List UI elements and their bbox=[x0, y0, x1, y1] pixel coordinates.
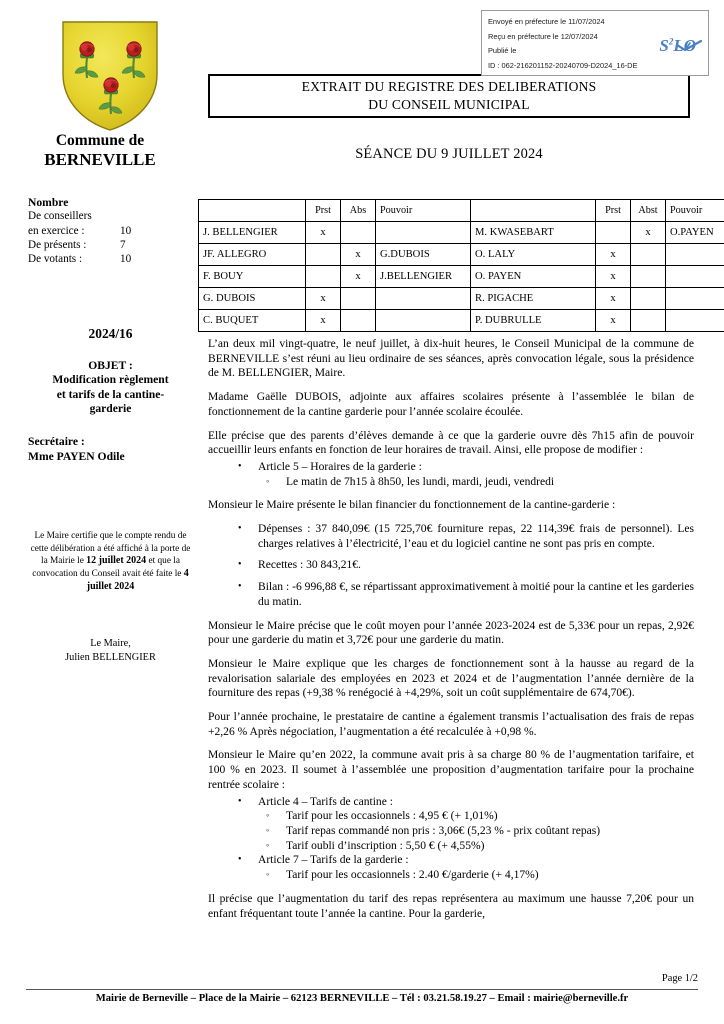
tarif-occasionnels-garderie: Tarif pour les occasionnels : 2.40 €/garderie (+ 4,17%) bbox=[286, 869, 539, 882]
list-article5 bbox=[208, 460, 694, 489]
article5-title: Article 5 – Horaires de la garderie : bbox=[258, 460, 422, 473]
list-tariffs bbox=[208, 795, 694, 883]
nombre-subheading: De conseillers bbox=[28, 210, 92, 222]
deliberation-body bbox=[208, 337, 694, 930]
secretary-label: Secrétaire : bbox=[28, 434, 85, 448]
list-item bbox=[258, 868, 694, 883]
bullet-icon: • bbox=[238, 795, 242, 807]
header-name-left bbox=[199, 200, 306, 222]
commune-name-block bbox=[0, 131, 200, 169]
councillor-pouvoir-left bbox=[376, 288, 471, 310]
councillor-prst-left bbox=[306, 266, 341, 288]
balance-item: Bilan : -6 996,88 €, se répartissant approximativement à moitié pour la cantine et les garderies du matin. bbox=[258, 581, 694, 608]
commune-label: Commune de bbox=[55, 132, 145, 149]
header-prst-right: Prst bbox=[596, 200, 631, 222]
table-row bbox=[199, 310, 724, 332]
header-prst-left: Prst bbox=[306, 200, 341, 222]
crest-svg bbox=[56, 16, 164, 136]
objet-label: OBJET : bbox=[88, 358, 133, 372]
councillor-pouvoir-left: G.DUBOIS bbox=[376, 244, 471, 266]
document-title-line2: DU CONSEIL MUNICIPAL bbox=[368, 97, 530, 112]
objet-line-2: et tarifs de la cantine- bbox=[56, 387, 165, 401]
sub-bullet-icon: ◦ bbox=[266, 475, 270, 486]
councillor-name-right: O. PAYEN bbox=[471, 266, 596, 288]
certification-text-2: et que la convocation du Conseil avait été faite le bbox=[32, 556, 182, 579]
councillor-pouvoir-right: O.PAYEN bbox=[666, 222, 724, 244]
sublist-article5 bbox=[258, 475, 694, 490]
objet-line-1: Modification règlement bbox=[52, 373, 169, 387]
list-item bbox=[208, 522, 694, 551]
table-row bbox=[199, 266, 724, 288]
councillor-name-right: R. PIGACHE bbox=[471, 288, 596, 310]
table-row bbox=[199, 222, 724, 244]
councillors-in-office-row bbox=[28, 224, 193, 238]
councillor-abs-left: x bbox=[341, 244, 376, 266]
table-row bbox=[199, 288, 724, 310]
councillor-prst-left: x bbox=[306, 222, 341, 244]
table-row bbox=[199, 244, 724, 266]
paragraph-average-cost: Monsieur le Maire précise que le coût moyen pour l’année 2023-2024 est de 5,33€ pour un repas, 2,92€ pour une garderie du matin et 3,72€ pour une garderie du matin. bbox=[208, 619, 694, 647]
session-date-heading: SÉANCE DU 9 JUILLET 2024 bbox=[355, 146, 543, 162]
councillor-name-left: G. DUBOIS bbox=[199, 288, 306, 310]
signature-block bbox=[28, 637, 193, 664]
list-item bbox=[208, 853, 694, 882]
article5-hours: Le matin de 7h15 à 8h50, les lundi, mardi, jeudi, vendredi bbox=[286, 475, 555, 488]
voters-count-value: 10 bbox=[120, 252, 132, 265]
tarif-occasionnels-cantine: Tarif pour les occasionnels : 4,95 € (+ 1,01%) bbox=[286, 810, 498, 823]
councillor-pouvoir-right bbox=[666, 288, 724, 310]
list-item bbox=[208, 580, 694, 609]
councillor-abs-left: x bbox=[341, 266, 376, 288]
article7-title: Article 7 – Tarifs de la garderie : bbox=[258, 854, 409, 867]
nombre-heading: Nombre bbox=[28, 196, 69, 209]
s2lo-logo-s: S bbox=[659, 36, 669, 55]
document-title-line1: EXTRAIT DU REGISTRE DES DELIBERATIONS bbox=[301, 79, 597, 94]
list-item bbox=[258, 839, 694, 854]
s2lo-logo-exponent: 2 bbox=[668, 36, 674, 47]
councillor-name-right: O. LALY bbox=[471, 244, 596, 266]
header-abs-left: Abs bbox=[341, 200, 376, 222]
paragraph-garderie-request: Elle précise que des parents d’élèves demande à ce que la garderie ouvre dès 7h15 afin de pouvoir accueillir leurs enfants en fonction de leur horaires de travail. Ainsi, elle propose de modifier : bbox=[208, 429, 694, 457]
secretary-block bbox=[28, 435, 193, 464]
councillor-abs-left bbox=[341, 222, 376, 244]
paragraph-cost-increase: Monsieur le Maire explique que les charges de fonctionnement sont à la hausse au regard de la revalorisation salariale des employées en 2023 et 2024 et de l’augmentation l’année dernière de la fourniture des repas (+9,38 % renégocié à +4,29%, soit un coût supplémentaire de 674,70€). bbox=[208, 657, 694, 700]
councillor-pouvoir-right bbox=[666, 310, 724, 332]
councillor-prst-right: x bbox=[596, 244, 631, 266]
revenue-item: Recettes : 30 843,21€. bbox=[258, 559, 361, 572]
list-item bbox=[258, 475, 694, 490]
table-header-row bbox=[199, 200, 724, 222]
list-financials bbox=[208, 522, 694, 610]
secretary-name: Mme PAYEN Odile bbox=[28, 449, 125, 463]
councillor-prst-right: x bbox=[596, 266, 631, 288]
certification-date-1: 12 juillet 2024 bbox=[86, 555, 147, 567]
councillor-prst-right: x bbox=[596, 310, 631, 332]
objet-block bbox=[28, 359, 193, 417]
commune-name: BERNEVILLE bbox=[44, 150, 156, 169]
councillor-name-left: C. BUQUET bbox=[199, 310, 306, 332]
tarif-repas-non-pris: Tarif repas commandé non pris : 3,06€ (5,23 % - prix coûtant repas) bbox=[286, 824, 601, 837]
paragraph-dubois-report: Madame Gaëlle DUBOIS, adjointe aux affaires scolaires présente à l’assemblée le bilan de fonctionnement de la cantine garderie pour l’année scolaire écoulée. bbox=[208, 391, 694, 418]
header-abst-right: Abst bbox=[631, 200, 666, 222]
councillor-abst-right bbox=[631, 310, 666, 332]
councillor-abst-right bbox=[631, 266, 666, 288]
councillors-in-office-label: en exercice : bbox=[28, 224, 85, 237]
page-number: Page 1/2 bbox=[661, 973, 698, 984]
paragraph-convocation: L’an deux mil vingt-quatre, le neuf juillet, à dix-huit heures, le Conseil Municipal de la commune de BERNEVILLE s’est réuni au lieu ordinaire de ses séances, après convocation légale, sous la présidence de M. BELLENGIER, Maire. bbox=[208, 338, 694, 380]
councillor-name-left: JF. ALLEGRO bbox=[199, 244, 306, 266]
signature-label: Le Maire, bbox=[90, 638, 131, 650]
list-item bbox=[258, 809, 694, 824]
prefecture-stamp-box bbox=[481, 10, 709, 76]
councillor-abst-right: x bbox=[631, 222, 666, 244]
present-count-label: De présents : bbox=[28, 238, 87, 251]
councillor-name-left: J. BELLENGIER bbox=[199, 222, 306, 244]
councillor-prst-left: x bbox=[306, 288, 341, 310]
list-item bbox=[208, 795, 694, 854]
left-sidebar bbox=[28, 196, 193, 664]
deliberation-number: 2024/16 bbox=[88, 325, 133, 341]
councillor-pouvoir-left bbox=[376, 310, 471, 332]
bullet-icon: • bbox=[238, 581, 242, 593]
list-item bbox=[208, 460, 694, 489]
swoosh-icon bbox=[676, 40, 702, 52]
bullet-icon: • bbox=[238, 460, 242, 472]
sub-bullet-icon: ◦ bbox=[266, 810, 270, 821]
councillor-pouvoir-left: J.BELLENGIER bbox=[376, 266, 471, 288]
tarif-oubli-inscription: Tarif oubli d’inscription : 5,50 € (+ 4,55%) bbox=[286, 839, 485, 852]
councillor-prst-left: x bbox=[306, 310, 341, 332]
footer-divider bbox=[26, 989, 698, 990]
sub-bullet-icon: ◦ bbox=[266, 839, 270, 850]
article4-title: Article 4 – Tarifs de cantine : bbox=[258, 795, 393, 808]
paragraph-next-year-rates: Pour l’année prochaine, le prestataire de cantine a également transmis l’actualisation des frais de repas +2,26 % Après négociation, l’augmentation a été recalculée à +0,98 %. bbox=[208, 711, 694, 738]
councillor-name-right: M. KWASEBART bbox=[471, 222, 596, 244]
list-item bbox=[208, 558, 694, 573]
expenses-item: Dépenses : 37 840,09€ (15 725,70€ fourniture repas, 22 114,39€ frais de personnel). Les charges relatives à l’électricité, l’eau et du logiciel cantine ne sont pas pris en compte. bbox=[258, 523, 694, 550]
bullet-icon: • bbox=[238, 854, 242, 866]
councillor-name-left: F. BOUY bbox=[199, 266, 306, 288]
councillor-prst-left bbox=[306, 244, 341, 266]
paragraph-max-increase: Il précise que l’augmentation du tarif des repas représentera au maximum une hausse 7,20€ pour un enfant fréquentant toute l’année la cantine. Pour la garderie, bbox=[208, 892, 694, 920]
signature-name: Julien BELLENGIER bbox=[65, 651, 156, 663]
councillors-in-office-value: 10 bbox=[120, 224, 132, 237]
sub-bullet-icon: ◦ bbox=[266, 824, 270, 835]
bullet-icon: • bbox=[238, 523, 242, 535]
document-title-box bbox=[208, 74, 690, 118]
councillor-abst-right bbox=[631, 244, 666, 266]
header-pouvoir-left: Pouvoir bbox=[376, 200, 471, 222]
coat-of-arms-icon bbox=[56, 16, 164, 136]
councillor-abst-right bbox=[631, 288, 666, 310]
bullet-icon: • bbox=[238, 559, 242, 571]
voters-count-label: De votants : bbox=[28, 252, 83, 265]
stamp-sent-line: Envoyé en préfecture le 11/07/2024 bbox=[488, 17, 605, 26]
present-count-row bbox=[28, 238, 193, 252]
councillor-abs-left bbox=[341, 310, 376, 332]
footer-address: Mairie de Berneville – Place de la Mairie – 62123 BERNEVILLE – Tél : 03.21.58.19.27 – Email : mairie@berneville.fr bbox=[95, 993, 629, 1004]
stamp-id-line: ID : 062-216201152-20240709-D2024_16-DE bbox=[488, 60, 638, 70]
certification-block bbox=[28, 530, 193, 593]
councillor-name-right: P. DUBRULLE bbox=[471, 310, 596, 332]
councillor-pouvoir-left bbox=[376, 222, 471, 244]
certification-text-1: Le Maire certifie que le compte rendu de cette délibération a été affiché à la porte de la Mairie le bbox=[30, 531, 191, 567]
stamp-received-line: Reçu en préfecture le 12/07/2024 bbox=[488, 31, 598, 41]
present-count-value: 7 bbox=[120, 238, 126, 251]
sub-bullet-icon: ◦ bbox=[266, 869, 270, 880]
s2lo-logo-lo: LO bbox=[673, 36, 696, 55]
sublist-article4 bbox=[258, 809, 694, 853]
councillor-prst-right bbox=[596, 222, 631, 244]
certification-date-2: 4 juillet 2024 bbox=[86, 567, 189, 592]
voters-count-row bbox=[28, 252, 193, 266]
header-pouvoir-right: Pouvoir bbox=[666, 200, 724, 222]
sublist-article7 bbox=[258, 868, 694, 883]
objet-line-3: garderie bbox=[89, 402, 132, 416]
list-item bbox=[258, 824, 694, 839]
paragraph-commune-share: Monsieur le Maire qu’en 2022, la commune avait pris à sa charge 80 % de l’augmentation tarifaire, et 100 % en 2023. Il soumet à l’assemblée une proposition d’augmentation tarifaire pour la prochaine rentrée scolaire : bbox=[208, 749, 694, 791]
councillor-pouvoir-right bbox=[666, 244, 724, 266]
attendance-table bbox=[198, 199, 724, 332]
councillor-abs-left bbox=[341, 288, 376, 310]
header-name-right bbox=[471, 200, 596, 222]
paragraph-financial-report: Monsieur le Maire présente le bilan financier du fonctionnement de la cantine-garderie : bbox=[208, 499, 616, 512]
councillor-prst-right: x bbox=[596, 288, 631, 310]
councillor-pouvoir-right bbox=[666, 266, 724, 288]
stamp-published-line: Publié le bbox=[488, 46, 517, 56]
